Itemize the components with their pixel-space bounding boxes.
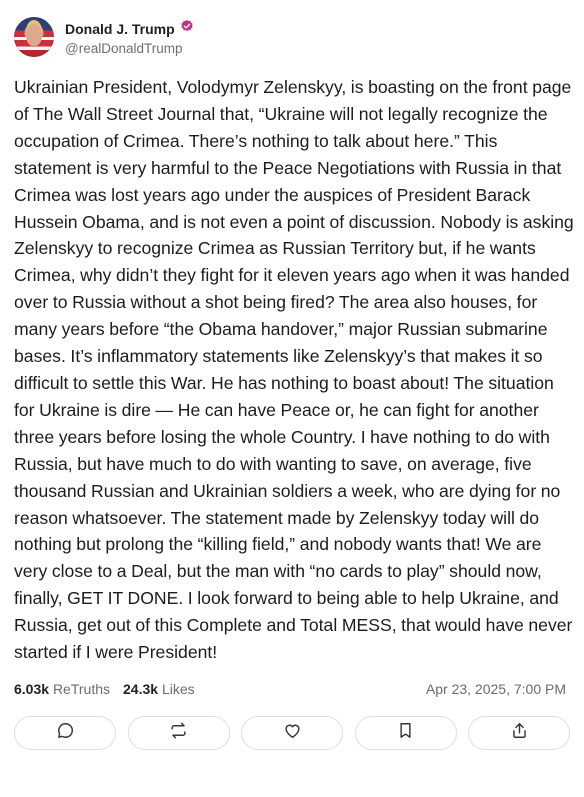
verified-badge-icon [180,19,194,38]
retruths-count: 6.03k [14,680,50,697]
post-timestamp[interactable]: Apr 23, 2025, 7:00 PM [425,680,566,697]
engagement-counts [14,681,195,697]
bookmark-button[interactable] [355,716,457,750]
reply-button[interactable] [14,716,116,750]
heart-icon [283,721,302,745]
post-header [14,0,570,74]
display-name-row [65,19,194,39]
likes-label: Likes [161,680,195,697]
speech-bubble-icon [56,721,75,745]
author-names [65,19,194,56]
user-handle[interactable]: @realDonaldTrump [65,40,183,56]
like-button[interactable] [241,716,343,750]
likes-stat[interactable] [123,681,195,697]
share-button[interactable] [468,716,570,750]
retruth-button[interactable] [128,716,230,750]
display-name[interactable]: Donald J. Trump [65,20,175,37]
share-upload-icon [510,721,529,745]
post-stats [14,674,570,704]
avatar[interactable] [14,17,54,57]
likes-count: 24.3k [123,680,159,697]
retruths-label: ReTruths [52,680,110,697]
action-bar [14,716,570,750]
post-text: Ukrainian President, Volodymyr Zelenskyy, is boasting on the front page of The Wall Street Journal that, “Ukraine will not legally recognize the occupation of Crimea. There’s nothing to talk about here.” This statement is very harmful to the Peace Negotiations with Russia in that Crimea was lost years ago under the auspices of President Barack Hussein Obama, and is not even a point of discussion. Nobody is asking Zelenskyy to recognize Crimea as Russian Territory but, if he wants Crimea, why didn’t they fight for it eleven years ago when it was handed over to Russia without a shot being fired? The area also houses, for many years before “the Obama handover,” major Russian submarine bases. It’s inflammatory statements like Zelenskyy’s that makes it so difficult to settle this War. He has nothing to boast about! The situation for Ukraine is dire — He can have Peace or, he can fight for another three years before losing the whole Country. I have nothing to do with Russia, but have much to do with wanting to save, on average, five thousand Russian and Ukrainian soldiers a week, who are dying for no reason whatsoever. The statement made by Zelenskyy today will do nothing but prolong the “killing field,” and nobody wants that! We are very close to a Deal, but the man with “no cards to play” should now, finally, GET IT DONE. I look forward to being able to help Ukraine, and Russia, get out of this Complete and Total MESS, that would have never started if I were President! [14,77,574,663]
repost-arrows-icon [169,721,188,745]
bookmark-icon [396,721,415,745]
retruths-stat[interactable] [14,681,110,697]
